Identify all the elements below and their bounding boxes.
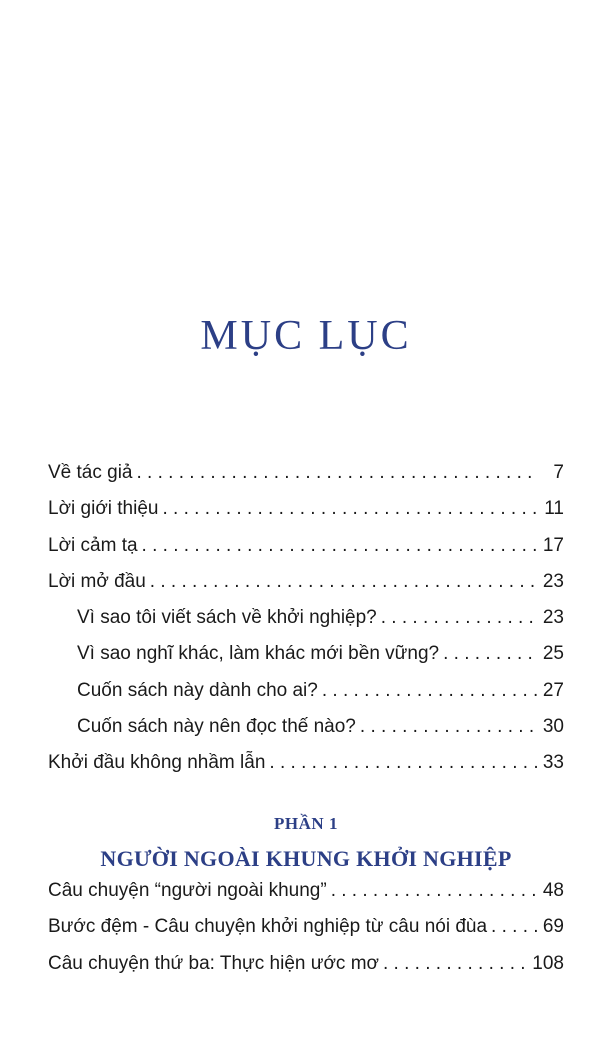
toc-entry — [48, 880, 564, 916]
toc-entry-label: Lời mở đầu — [48, 570, 146, 592]
part-number: PHẦN 1 — [274, 814, 338, 833]
toc-entry-page: 30 — [542, 716, 564, 738]
dot-leader — [381, 607, 537, 629]
dot-leader — [360, 716, 537, 738]
toc-entry-label: Câu chuyện thứ ba: Thực hiện ước mơ — [48, 952, 379, 974]
toc-subentry — [48, 643, 564, 679]
toc-entry-label: Về tác giả — [48, 462, 133, 483]
toc-entry-page: 23 — [542, 570, 564, 592]
toc-entry-page: 23 — [542, 607, 564, 629]
part-heading — [0, 814, 612, 872]
toc-entry-page: 33 — [542, 752, 564, 774]
dot-leader — [383, 953, 526, 975]
part-title: NGƯỜI NGOÀI KHUNG KHỞI NGHIỆP — [100, 846, 512, 871]
dot-leader — [137, 462, 539, 484]
toc-entry — [48, 916, 564, 952]
toc-entry-label: Khởi đầu không nhầm lẫn — [48, 752, 266, 774]
dot-leader — [162, 498, 538, 520]
toc-entry — [48, 571, 564, 607]
toc-entry-label: Bước đệm - Câu chuyện khởi nghiệp từ câu nói đùa — [48, 916, 488, 938]
toc-entry-label: Lời giới thiệu — [48, 498, 159, 520]
toc-subentry — [48, 607, 564, 643]
toc-entry-page: 69 — [542, 916, 564, 938]
toc-entry-label: Cuốn sách này dành cho ai? — [77, 679, 318, 701]
dot-leader — [491, 916, 537, 938]
toc-entry-page: 48 — [542, 880, 564, 901]
dot-leader — [322, 680, 537, 702]
toc-entry — [48, 535, 564, 571]
dot-leader — [331, 880, 537, 902]
toc-entry-page: 108 — [532, 952, 564, 974]
dot-leader — [443, 643, 537, 665]
toc-entry-label: Câu chuyện “người ngoài khung” — [48, 880, 327, 901]
toc-entry-page: 25 — [542, 643, 564, 665]
toc-entry-page: 17 — [542, 534, 564, 556]
part-1-contents — [48, 880, 564, 989]
toc-entry — [48, 752, 564, 788]
table-of-contents — [48, 462, 564, 789]
toc-entry-label: Vì sao tôi viết sách về khởi nghiệp? — [77, 607, 377, 629]
toc-subentry — [48, 680, 564, 716]
toc-entry — [48, 462, 564, 498]
toc-entry-page: 7 — [553, 462, 564, 483]
toc-entry-label: Cuốn sách này nên đọc thế nào? — [77, 716, 356, 738]
toc-entry-page: 27 — [542, 679, 564, 701]
toc-entry — [48, 498, 564, 534]
toc-subentry — [48, 716, 564, 752]
toc-entry-label: Vì sao nghĩ khác, làm khác mới bền vững? — [77, 643, 440, 665]
dot-leader — [269, 752, 536, 774]
toc-entry-label: Lời cảm tạ — [48, 534, 138, 556]
dot-leader — [142, 535, 537, 557]
page-title: MỤC LỤC — [200, 313, 412, 359]
toc-entry-page: 11 — [544, 498, 564, 520]
dot-leader — [150, 571, 537, 593]
toc-entry — [48, 953, 564, 989]
